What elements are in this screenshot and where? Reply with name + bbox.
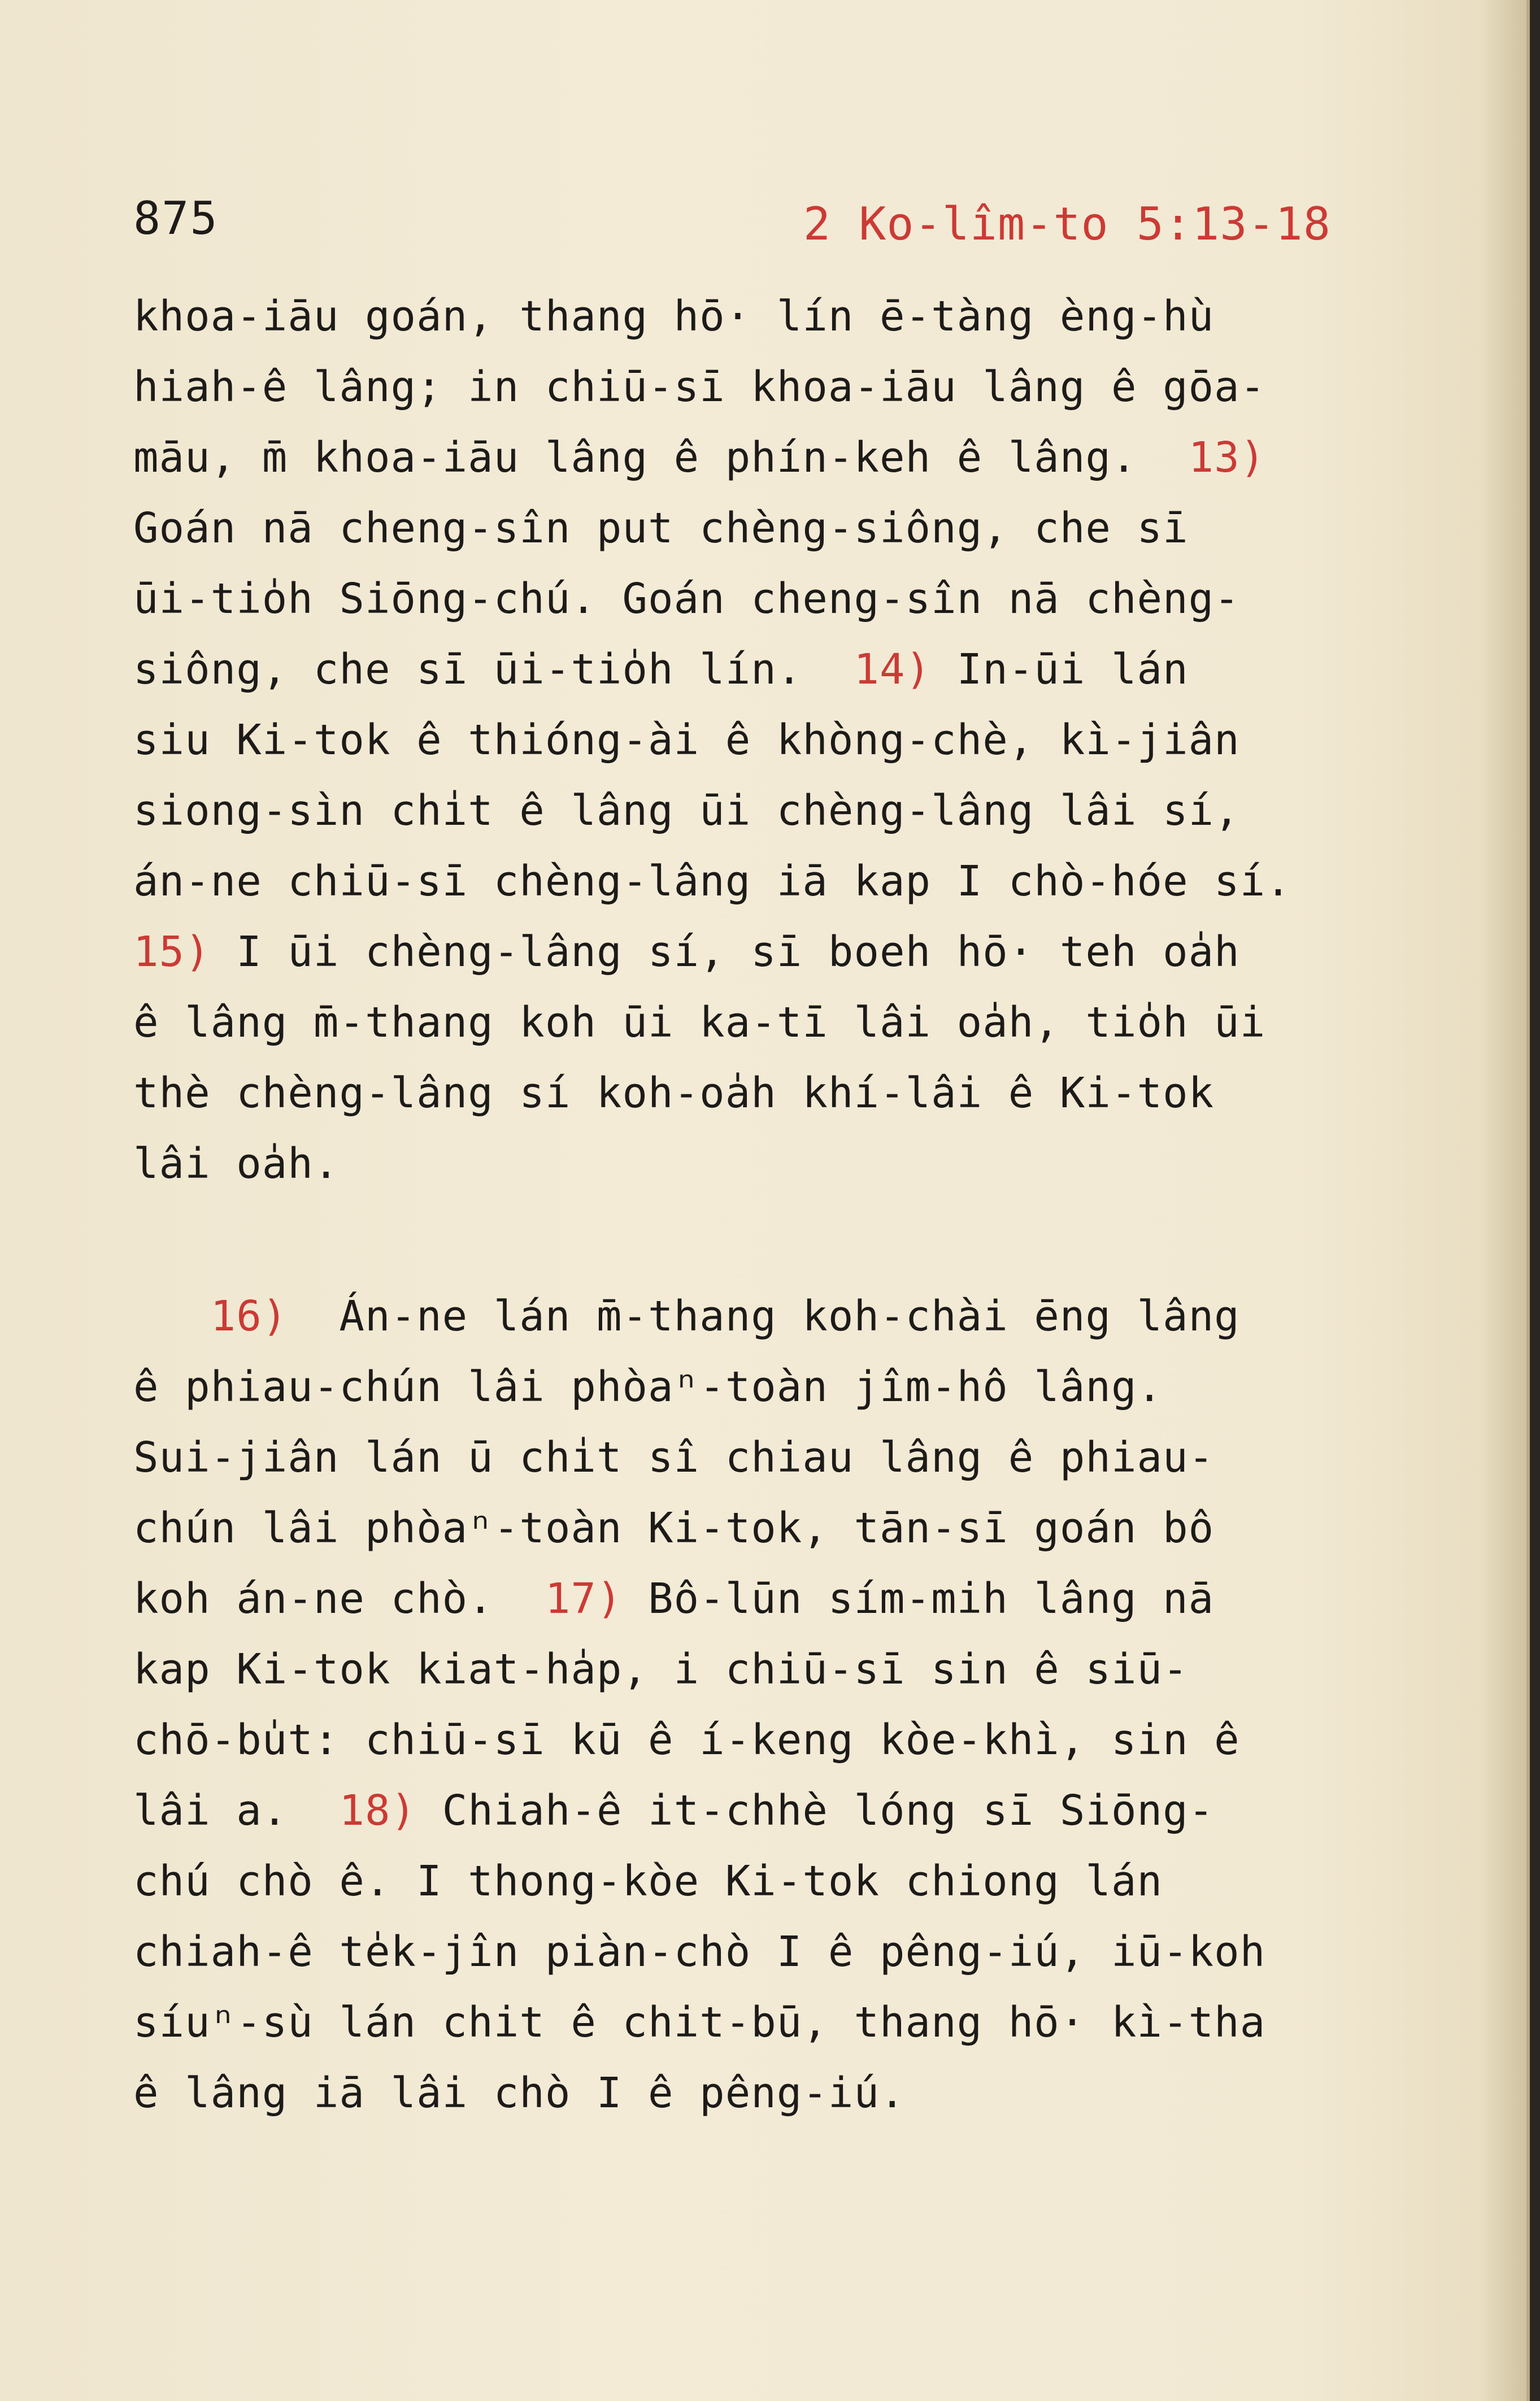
- text-line: lâi a. 18) Chiah-ê it-chhè lóng sī Siōng-: [133, 1786, 1215, 1835]
- text-line: koh án-ne chò. 17) Bô-lūn sím-mih lâng nā: [133, 1574, 1215, 1623]
- text-line: chú chò ê. I thong-kòe Ki-tok chiong lán: [133, 1857, 1163, 1906]
- text-line: síuⁿ-sù lán chit ê chit-bū, thang hō· kì-tha: [133, 1998, 1266, 2047]
- text-line: Goán nā cheng-sîn put chèng-siông, che sī: [133, 504, 1189, 553]
- text-line: ê phiau-chún lâi phòaⁿ-toàn jîm-hô lâng.: [133, 1363, 1163, 1411]
- text-line: māu, m̄ khoa-iāu lâng ê phín-keh ê lâng. 13): [133, 433, 1266, 482]
- text-line: chō-bu̍t: chiū-sī kū ê í-keng kòe-khì, sin ê: [133, 1716, 1240, 1764]
- text-line: ê lâng m̄-thang koh ūi ka-tī lâi oa̍h, tio̍h ūi: [133, 998, 1266, 1047]
- text-line: 15) I ūi chèng-lâng sí, sī boeh hō· teh oa̍h: [133, 928, 1240, 976]
- verse-number-14: 14): [854, 645, 932, 694]
- text-line: khoa-iāu goán, thang hō· lín ē-tàng èng-hù: [133, 292, 1215, 341]
- text-line: 16) Án-ne lán m̄-thang koh-chài ēng lâng: [210, 1292, 1240, 1341]
- verse-number-13: 13): [1188, 433, 1266, 482]
- text-line: siu Ki-tok ê thióng-ài ê khòng-chè, kì-jiân: [133, 716, 1240, 764]
- running-head: 2 Ko-lîm-to 5:13-18: [803, 198, 1331, 250]
- verse-number-18: 18): [339, 1786, 417, 1835]
- text-line: siông, che sī ūi-tio̍h lín. 14) In-ūi lán: [133, 645, 1189, 694]
- paragraph-gap: [133, 1199, 1399, 1281]
- text-line: lâi oa̍h.: [133, 1139, 340, 1188]
- verse-number-15: 15): [133, 928, 211, 976]
- text-line: kap Ki-tok kiat-ha̍p, i chiū-sī sin ê siū-: [133, 1645, 1189, 1694]
- text-line: hiah-ê lâng; in chiū-sī khoa-iāu lâng ê gōa-: [133, 363, 1266, 411]
- text-line: Sui-jiân lán ū chi̍t sî chiau lâng ê phiau-: [133, 1433, 1215, 1482]
- text-line: án-ne chiū-sī chèng-lâng iā kap I chò-hóe sí.: [133, 857, 1291, 906]
- page-number: 875: [133, 192, 219, 245]
- text-line: thè chèng-lâng sí koh-oa̍h khí-lâi ê Ki-tok: [133, 1069, 1215, 1117]
- text-line: siong-sìn chi̍t ê lâng ūi chèng-lâng lâi sí,: [133, 786, 1240, 835]
- text-line: chiah-ê te̍k-jîn piàn-chò I ê pêng-iú, iū-koh: [133, 1928, 1266, 1976]
- page-header: [133, 186, 1331, 260]
- body-text: [133, 281, 1399, 2129]
- text-line: chún lâi phòaⁿ-toàn Ki-tok, tān-sī goán bô: [133, 1504, 1215, 1552]
- verse-number-16: 16): [210, 1292, 288, 1341]
- text-line: ê lâng iā lâi chò I ê pêng-iú.: [133, 2069, 906, 2117]
- text-line: ūi-tio̍h Siōng-chú. Goán cheng-sîn nā chèng-: [133, 575, 1240, 623]
- verse-number-17: 17): [545, 1574, 623, 1623]
